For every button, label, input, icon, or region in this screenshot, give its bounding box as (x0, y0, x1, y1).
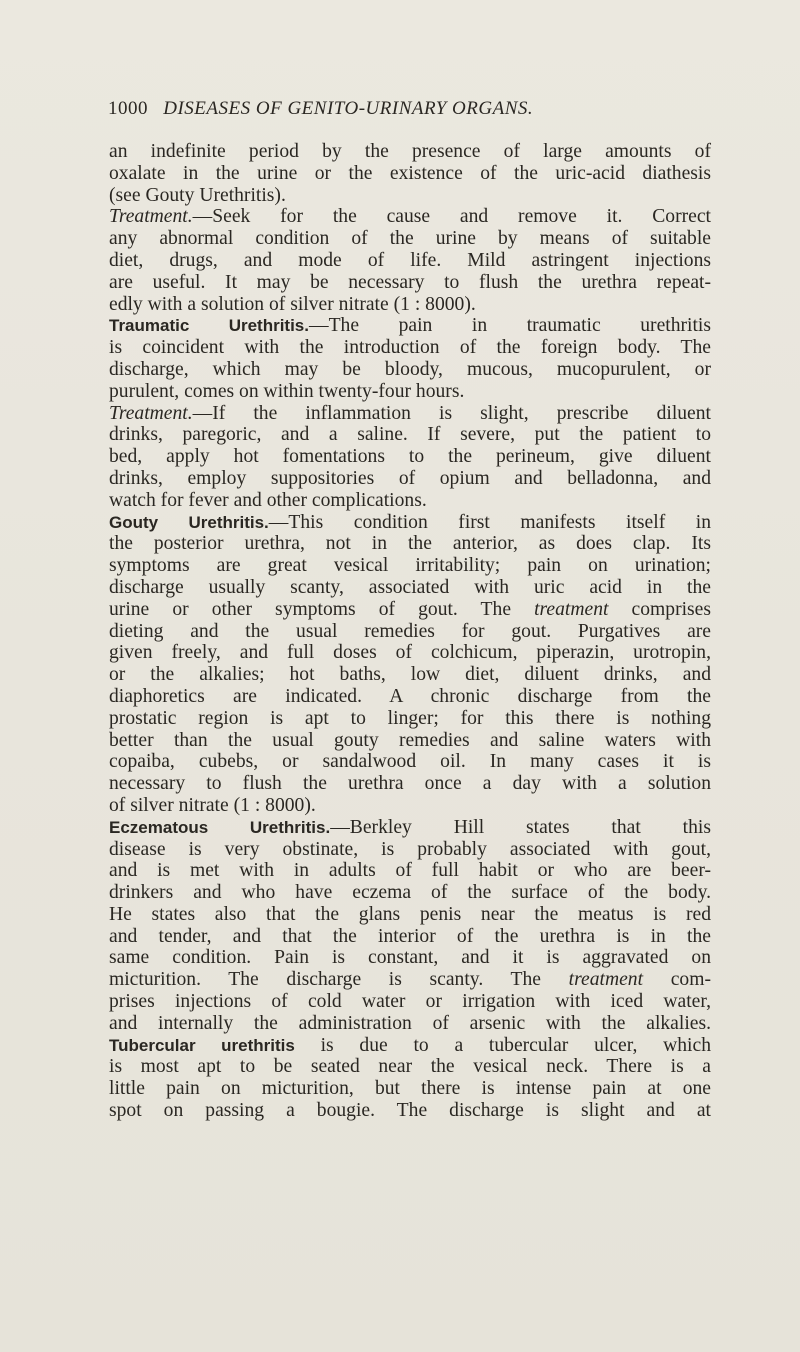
text-segment: discharge, which may be bloody, mucous, mucopurulent, or (109, 358, 711, 380)
text-segment: bed, apply hot fomentations to the perineum, give diluent (109, 446, 711, 468)
text-line (109, 621, 711, 643)
text-line (109, 926, 711, 948)
text-segment: is coincident with the introduction of the foreign body. The (109, 337, 711, 359)
text-line (109, 141, 711, 163)
text-line (109, 904, 711, 926)
text-segment: are useful. It may be necessary to flush the urethra repeat- (109, 271, 711, 293)
italic-term: Treatment. (109, 206, 193, 228)
text-segment: purulent, comes on within twenty-four hours. (109, 380, 465, 402)
text-segment: given freely, and full doses of colchicum, piperazin, urotropin, (109, 642, 711, 664)
text-line (109, 708, 711, 730)
section-heading: Tubercular urethritis (109, 1035, 295, 1055)
text-line (109, 272, 711, 294)
text-line (109, 206, 711, 228)
text-segment: —The pain in traumatic urethritis (309, 315, 711, 337)
text-segment: prises injections of cold water or irrigation with iced water, (109, 991, 711, 1013)
text-segment: and is met with in adults of full habit or who are beer- (109, 860, 711, 882)
text-segment: same condition. Pain is constant, and it is aggravated on (109, 947, 711, 969)
italic-term: treatment (568, 969, 644, 991)
text-line (109, 315, 711, 337)
text-line (109, 686, 711, 708)
text-line (109, 403, 711, 425)
text-segment: is most apt to be seated near the vesical neck. There is a (109, 1056, 711, 1078)
text-segment: an indefinite period by the presence of large amounts of (109, 141, 711, 162)
text-line (109, 882, 711, 904)
text-segment: and internally the administration of arsenic with the alkalies. (109, 1012, 711, 1034)
text-segment: copaiba, cubebs, or sandalwood oil. In many cases it is (109, 751, 711, 773)
text-line (109, 512, 711, 534)
text-line (109, 730, 711, 752)
text-segment: and tender, and that the interior of the urethra is in the (109, 925, 711, 947)
text-line (109, 468, 711, 490)
text-segment: prostatic region is apt to linger; for this there is nothing (109, 707, 711, 729)
text-segment: —This condition first manifests itself in (268, 511, 712, 533)
page-number: 1000 (108, 98, 148, 119)
body-text (109, 141, 711, 1122)
section-heading: Eczematous Urethritis. (109, 817, 331, 837)
text-line (109, 947, 711, 969)
running-head-title: DISEASES OF GENITO-URINARY ORGANS. (163, 98, 534, 119)
text-segment: drinks, employ suppositories of opium and belladonna, and (109, 467, 711, 489)
text-segment: symptoms are great vesical irritability; pain on urination; (109, 555, 711, 577)
text-line (109, 185, 711, 207)
running-head (108, 98, 533, 120)
text-segment: disease is very obstinate, is probably associated with gout, (109, 838, 711, 860)
text-line (109, 969, 711, 991)
italic-term: Treatment. (109, 402, 193, 424)
text-segment: edly with a solution of silver nitrate (1 : 8000). (109, 293, 476, 315)
text-line (109, 795, 711, 817)
section-heading: Gouty Urethritis. (109, 512, 269, 532)
text-line (109, 424, 711, 446)
italic-term: treatment (534, 598, 609, 620)
text-line (109, 599, 711, 621)
text-segment: oxalate in the urine or the existence of the uric-acid diathesis (109, 162, 711, 184)
section-heading: Traumatic Urethritis. (109, 316, 309, 336)
text-segment: necessary to flush the urethra once a day with a solution (109, 773, 711, 795)
text-segment: drinks, paregoric, and a saline. If severe, put the patient to (109, 424, 711, 446)
text-line (109, 1035, 711, 1057)
text-line (109, 490, 711, 512)
text-segment: —Berkley Hill states that this (330, 816, 711, 838)
text-segment: com- (643, 969, 711, 991)
text-line (109, 446, 711, 468)
text-segment: diet, drugs, and mode of life. Mild astringent injections (109, 249, 711, 271)
text-segment: little pain on micturition, but there is intense pain at one (109, 1078, 711, 1100)
text-line (109, 642, 711, 664)
text-line (109, 817, 711, 839)
text-line (109, 228, 711, 250)
text-line (109, 1100, 711, 1122)
text-segment: diaphoretics are indicated. A chronic discharge from the (109, 685, 711, 707)
text-line (109, 533, 711, 555)
text-line (109, 250, 711, 272)
text-segment: (see Gouty Urethritis). (109, 184, 286, 206)
text-segment: watch for fever and other complications. (109, 489, 427, 511)
text-segment: He states also that the glans penis near the meatus is red (109, 903, 711, 925)
text-segment: is due to a tubercular ulcer, which (294, 1034, 711, 1056)
text-line (109, 577, 711, 599)
text-line (109, 294, 711, 316)
text-line (109, 1078, 711, 1100)
text-segment: discharge usually scanty, associated with uric acid in the (109, 576, 711, 598)
text-segment: any abnormal condition of the urine by means of suitable (109, 228, 711, 250)
text-segment: comprises (608, 598, 711, 620)
text-line (109, 1056, 711, 1078)
text-segment: better than the usual gouty remedies and saline waters with (109, 729, 711, 751)
text-line (109, 163, 711, 185)
text-line (109, 839, 711, 861)
text-segment: —If the inflammation is slight, prescribe diluent (192, 402, 711, 424)
text-segment: of silver nitrate (1 : 8000). (109, 794, 316, 816)
text-segment: or the alkalies; hot baths, low diet, diluent drinks, and (109, 664, 711, 686)
text-segment: micturition. The discharge is scanty. The (109, 969, 569, 991)
text-segment: spot on passing a bougie. The discharge is slight and at (109, 1100, 711, 1122)
text-segment: urine or other symptoms of gout. The (109, 598, 535, 620)
text-line (109, 751, 711, 773)
text-line (109, 381, 711, 403)
text-line (109, 337, 711, 359)
text-line (109, 1013, 711, 1035)
text-segment: the posterior urethra, not in the anterior, as does clap. Its (109, 533, 711, 555)
text-line (109, 359, 711, 381)
text-segment: —Seek for the cause and remove it. Correct (192, 206, 711, 228)
text-line (109, 991, 711, 1013)
text-line (109, 664, 711, 686)
text-line (109, 555, 711, 577)
text-line (109, 773, 711, 795)
text-line (109, 860, 711, 882)
text-segment: drinkers and who have eczema of the surface of the body. (109, 882, 711, 904)
text-segment: dieting and the usual remedies for gout. Purgatives are (109, 620, 711, 642)
